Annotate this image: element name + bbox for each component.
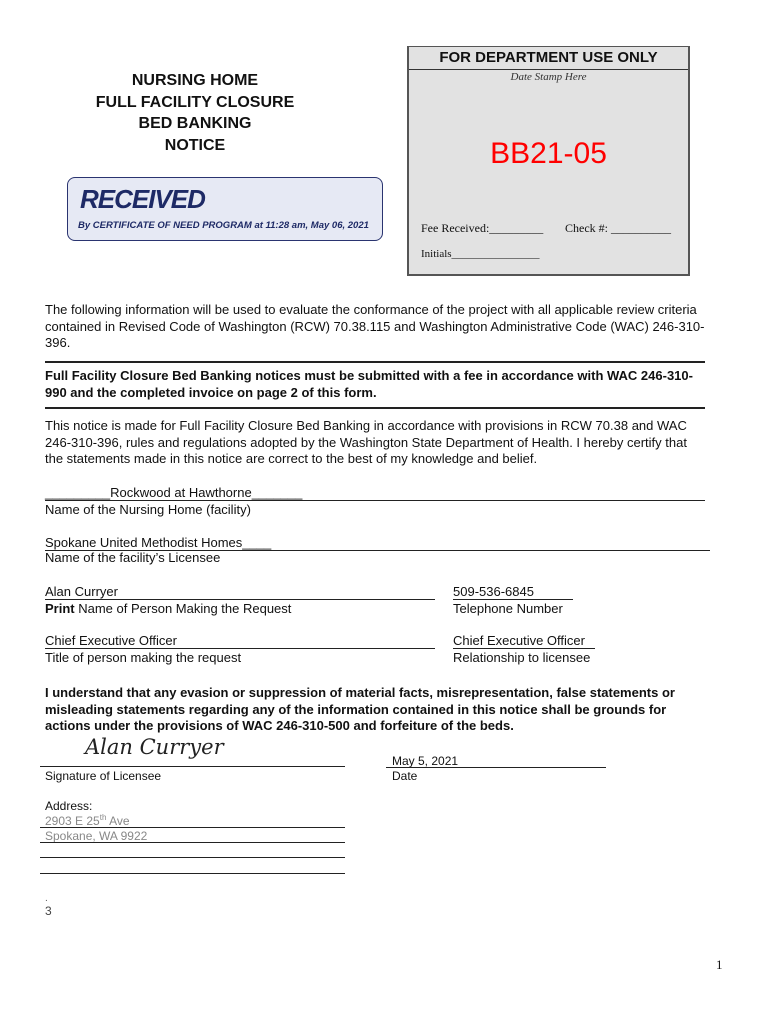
person-name-label [45,601,291,616]
address-line [40,827,345,828]
relationship-value: Chief Executive Officer [453,633,595,649]
fee-notice: Full Facility Closure Bed Banking notices must be submitted with a fee in accordance with WAC 246-310-990 and the completed invoice on page 2 of this form. [45,368,693,400]
title-line: BED BANKING [138,115,252,132]
divider [45,407,705,409]
fee-received-field: Fee Received:_________ [421,221,544,235]
received-stamp [67,177,383,241]
address-line-2: Spokane, WA 9922 [45,829,148,843]
title-label: Title of person making the request [45,650,242,665]
footnote-number: 3 [45,904,52,918]
date-value: May 5, 2021 [392,754,459,768]
licensee-name-value: Spokane United Methodist Homes____ [45,535,710,551]
received-stamp-detail: By CERTIFICATE OF NEED PROGRAM at 11:28 am, May 06, 2021 [78,220,369,231]
intro-paragraph: The following information will be used to evaluate the conformance of the project with all applicable review criteria contained in Revised Code of Washington (RCW) 70.38.115 and Washington Administrative Code (WAC) 246-310-396. [45,302,705,350]
facility-name-label: Name of the Nursing Home (facility) [45,502,251,517]
ordinal-suffix: th [99,813,107,822]
telephone-label: Telephone Number [453,601,563,616]
title-line: NOTICE [164,136,226,154]
title-line: NURSING HOME [131,72,259,89]
department-use-box [407,46,690,276]
facility-name-value: _________Rockwood at Hawthorne_______ [45,485,705,501]
date-label: Date [392,769,418,783]
initials-field: Initials________________ [421,248,540,260]
warning-statement: I understand that any evasion or suppression of material facts, misrepresentation, false statements or misleading statements regarding any of the information contained in this notice shall be grounds for actions under the provisions of WAC 246-310-500 and forfeiture of the beds. [45,685,675,733]
address-line [40,857,345,858]
signature-image: Alan Curryer [85,735,224,759]
signature-line [40,766,345,767]
footnote-dot: . [45,893,48,904]
title-value: Chief Executive Officer [45,633,435,649]
street-type: Ave [106,814,130,828]
department-header: FOR DEPARTMENT USE ONLY [409,47,688,70]
certification-paragraph: This notice is made for Full Facility Closure Bed Banking in accordance with provisions in RCW 70.38 and WAC 246-310-396, rules and regulations adopted by the Washington State Department of Health. I hereby certify that the statements made in this notice are correct to the best of my knowledge and belief. [45,418,687,466]
title-line: FULL FACILITY CLOSURE [95,93,295,111]
licensee-name-label: Name of the facility’s Licensee [45,550,221,565]
divider [45,361,705,363]
form-title [60,70,330,156]
page-number: 1 [716,957,723,972]
address-line [40,842,345,843]
print-bold: Print [45,601,75,616]
street: 2903 E 25 [45,814,100,828]
date-line [386,767,606,768]
address-line-1 [45,813,130,828]
person-name-value: Alan Curryer [45,584,435,600]
check-number-field: Check #: __________ [565,221,671,235]
telephone-value: 509-536-6845 [453,584,573,600]
address-line [40,873,345,874]
signature-label: Signature of Licensee [45,769,162,783]
bed-banking-number: BB21-05 [490,137,607,170]
relationship-label: Relationship to licensee [453,650,591,665]
person-label-text: Name of Person Making the Request [74,601,292,616]
address-label: Address: [45,799,93,813]
received-stamp-title: RECEIVED [80,184,205,214]
date-stamp-label: Date Stamp Here [510,71,587,83]
